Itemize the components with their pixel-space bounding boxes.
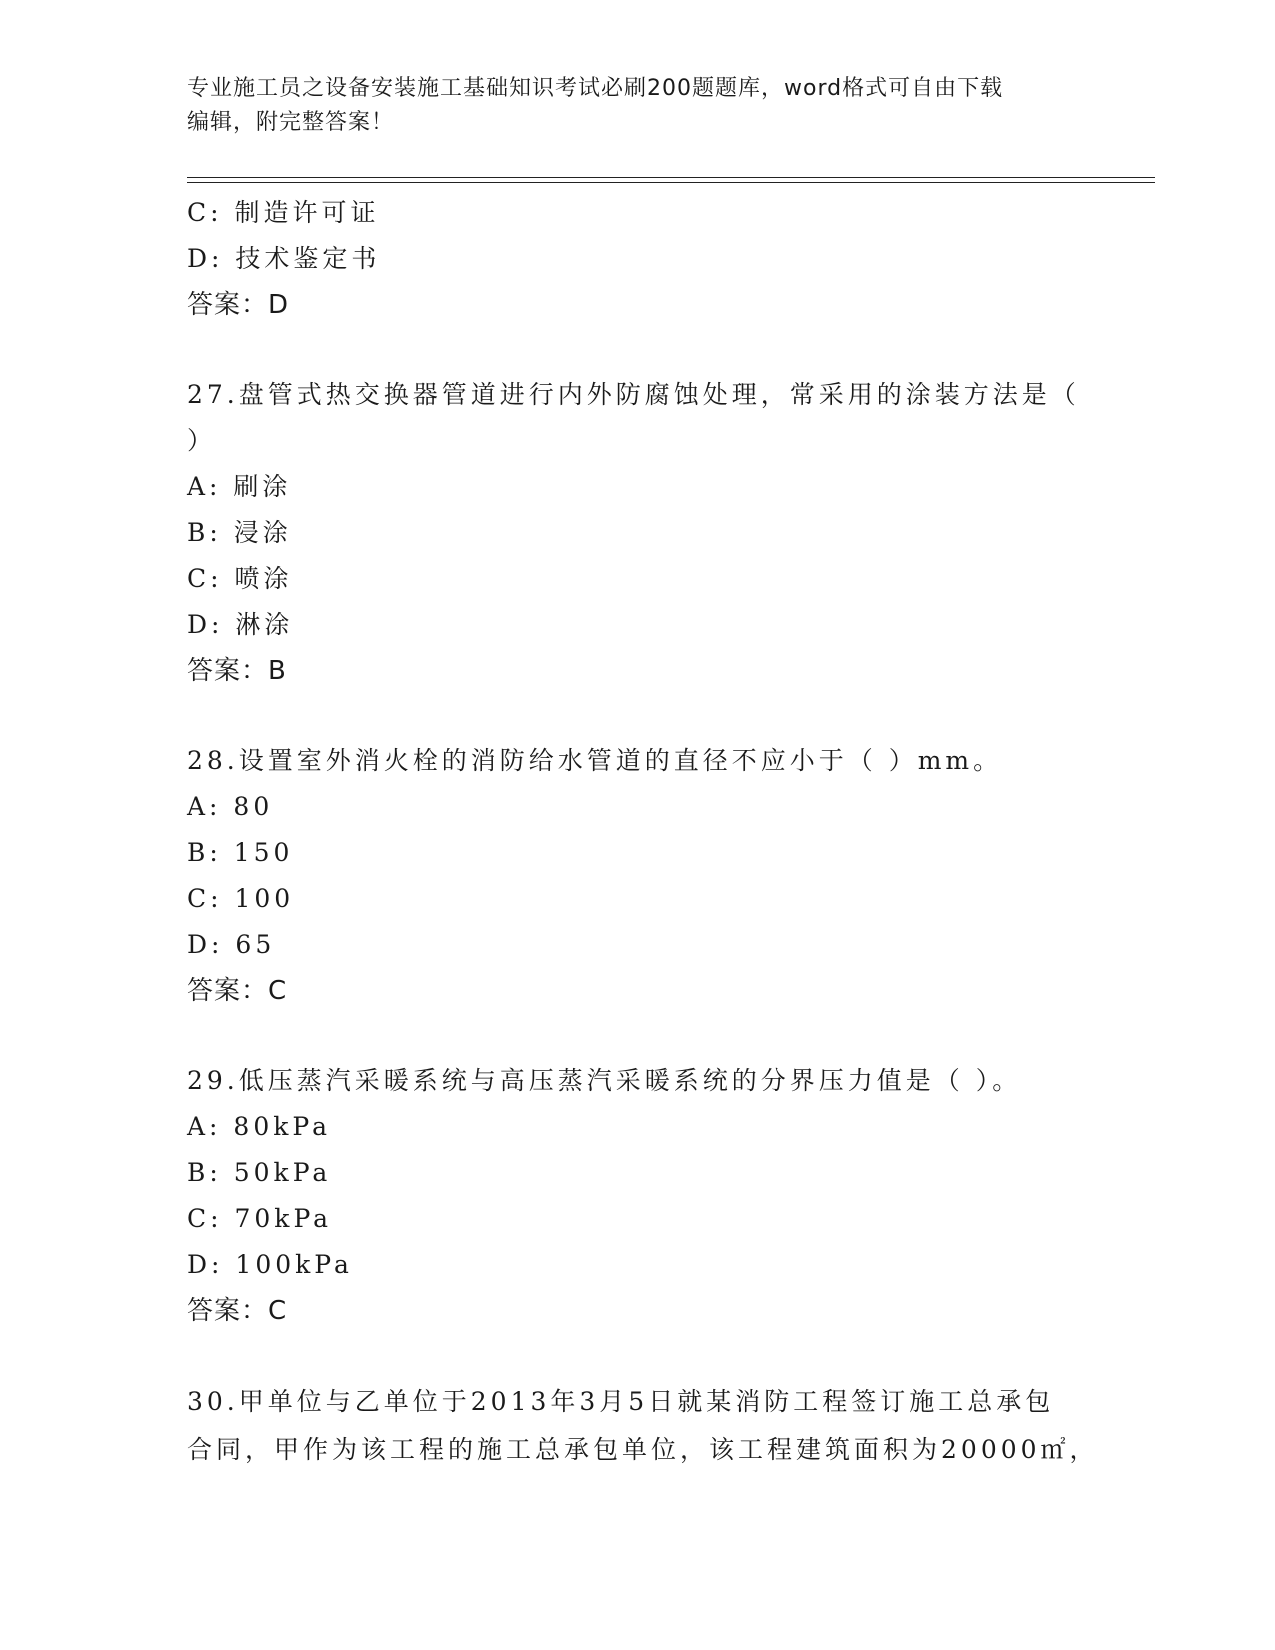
answer-line: 答案：C [187, 976, 288, 1006]
option-b: B: 浸涂 [187, 518, 292, 547]
question-text: 30.甲单位与乙单位于2013年3月5日就某消防工程签订施工总承包 [187, 1387, 1055, 1416]
header-line-1: 专业施工员之设备安装施工基础知识考试必刷200题题库，word格式可自由下载 [187, 76, 1004, 101]
question-list [187, 190, 1099, 1474]
option-b: B: 150 [187, 838, 294, 867]
answer-line: 答案：B [187, 656, 287, 686]
document-header [187, 72, 1087, 140]
question-30 [187, 1378, 1099, 1474]
option-a: A: 80 [187, 792, 274, 821]
option-b: B: 50kPa [187, 1158, 332, 1187]
option-d: D: 技术鉴定书 [187, 244, 381, 273]
option-c: C: 70kPa [187, 1204, 333, 1233]
option-a: A: 80kPa [187, 1112, 331, 1141]
question-text: 27.盘管式热交换器管道进行内外防腐蚀处理，常采用的涂装方法是（ [187, 380, 1080, 409]
spacer [187, 1334, 1087, 1378]
question-27 [187, 372, 1087, 694]
spacer [187, 694, 1087, 738]
option-c: C: 100 [187, 884, 295, 913]
option-c: C: 制造许可证 [187, 198, 380, 227]
answer-line: 答案：D [187, 290, 290, 320]
header-divider-top [187, 177, 1155, 178]
header-line-2: 编辑，附完整答案！ [187, 110, 395, 135]
question-text: 28.设置室外消火栓的消防给水管道的直径不应小于（ ）mm。 [187, 746, 1003, 775]
option-c: C: 喷涂 [187, 564, 293, 593]
question-text: 合同，甲作为该工程的施工总承包单位，该工程建筑面积为20000㎡， [187, 1435, 1099, 1464]
question-28 [187, 738, 1087, 1014]
option-d: D: 65 [187, 930, 276, 959]
question-text: 29.低压蒸汽采暖系统与高压蒸汽采暖系统的分界压力值是（ ）。 [187, 1066, 1022, 1095]
question-text: ） [187, 426, 217, 455]
header-divider-bottom [187, 182, 1155, 183]
answer-line: 答案：C [187, 1296, 288, 1326]
spacer [187, 328, 1087, 372]
option-a: A: 刷涂 [187, 472, 292, 501]
option-d: D: 100kPa [187, 1250, 353, 1279]
spacer [187, 1014, 1087, 1058]
question-29 [187, 1058, 1087, 1334]
option-d: D: 淋涂 [187, 610, 294, 639]
